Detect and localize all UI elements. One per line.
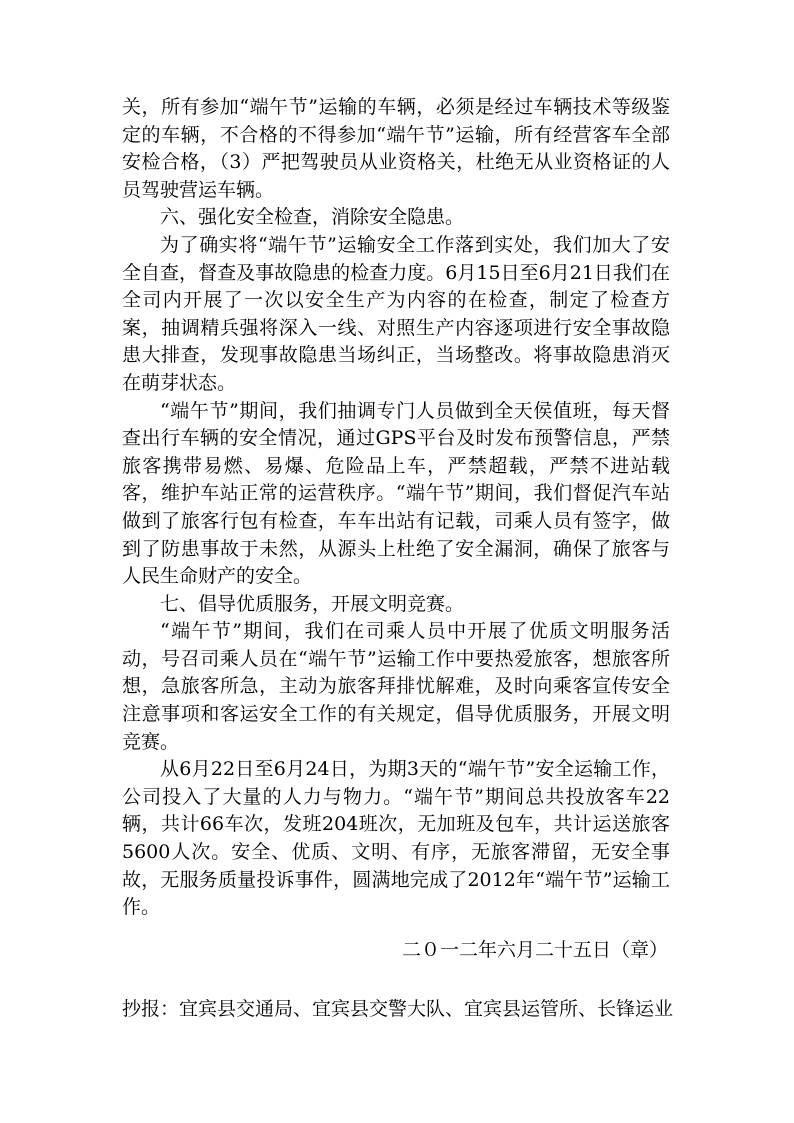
section-heading-seven: 七、倡导优质服务，开展文明竞赛。: [160, 592, 465, 615]
paragraph-continuation: 关，所有参加“端午节”运输的车辆，必须是经过车辆技术等级鉴定的车辆，不合格的不得参加“端午节”运输，所有经营客车全部安检合格，（3）严把驾驶员从业资格关，杜绝无从业资格证的人员驾驶营运车辆。: [122, 96, 670, 201]
document-body: [122, 94, 670, 922]
date-signature: 二０一二年六月二十五日（章）: [401, 939, 668, 961]
paragraph-inspection: 为了确实将“端午节”运输安全工作落到实处，我们加大了安全自查，督查及事故隐患的检查力度。6月15日至6月21日我们在全司内开展了一次以安全生产为内容的在检查，制定了检查方案，抽调精兵强将深入一线、对照生产内容逐项进行安全事故隐患大排查，发现事故隐患当场纠正，当场整改。将事故隐患消灭在萌芽状态。: [122, 233, 670, 394]
section-heading-six: 六、强化安全检查，消除安全隐患。: [160, 206, 465, 229]
paragraph-service: “端午节”期间，我们在司乘人员中开展了优质文明服务活动，号召司乘人员在“端午节”运输工作中要热爱旅客，想旅客所想，急旅客所急，主动为旅客拜排忧解难，及时向乘客宣传安全注意事项和客运安全工作的有关规定，倡导优质服务，开展文明竞赛。: [122, 620, 670, 753]
paragraph-duty: “端午节”期间，我们抽调专门人员做到全天侯值班，每天督查出行车辆的安全情况，通过GPS平台及时发布预警信息，严禁旅客携带易燃、易爆、危险品上车，严禁超载，严禁不进站载客，维护车站正常的运营秩序。“端午节”期间，我们督促汽车站做到了旅客行包有检查，车车出站有记载，司乘人员有签字，做到了防患事故于未然，从源头上杜绝了安全漏洞，确保了旅客与人民生命财产的安全。: [122, 399, 670, 588]
paragraph-summary: 从6月22日至6月24日，为期3天的“端午节”安全运输工作，公司投入了大量的人力与物力。“端午节”期间总共投放客车22辆，共计66车次，发班204班次，无加班及包车，共计运送旅客5600人次。安全、优质、文明、有序，无旅客滞留，无安全事故，无服务质量投诉事件，圆满地完成了2012年“端午节”运输工作。: [122, 758, 670, 919]
cc-recipients: 抄报：宜宾县交通局、宜宾县交警大队、宜宾县运管所、长锋运业: [122, 998, 674, 1020]
